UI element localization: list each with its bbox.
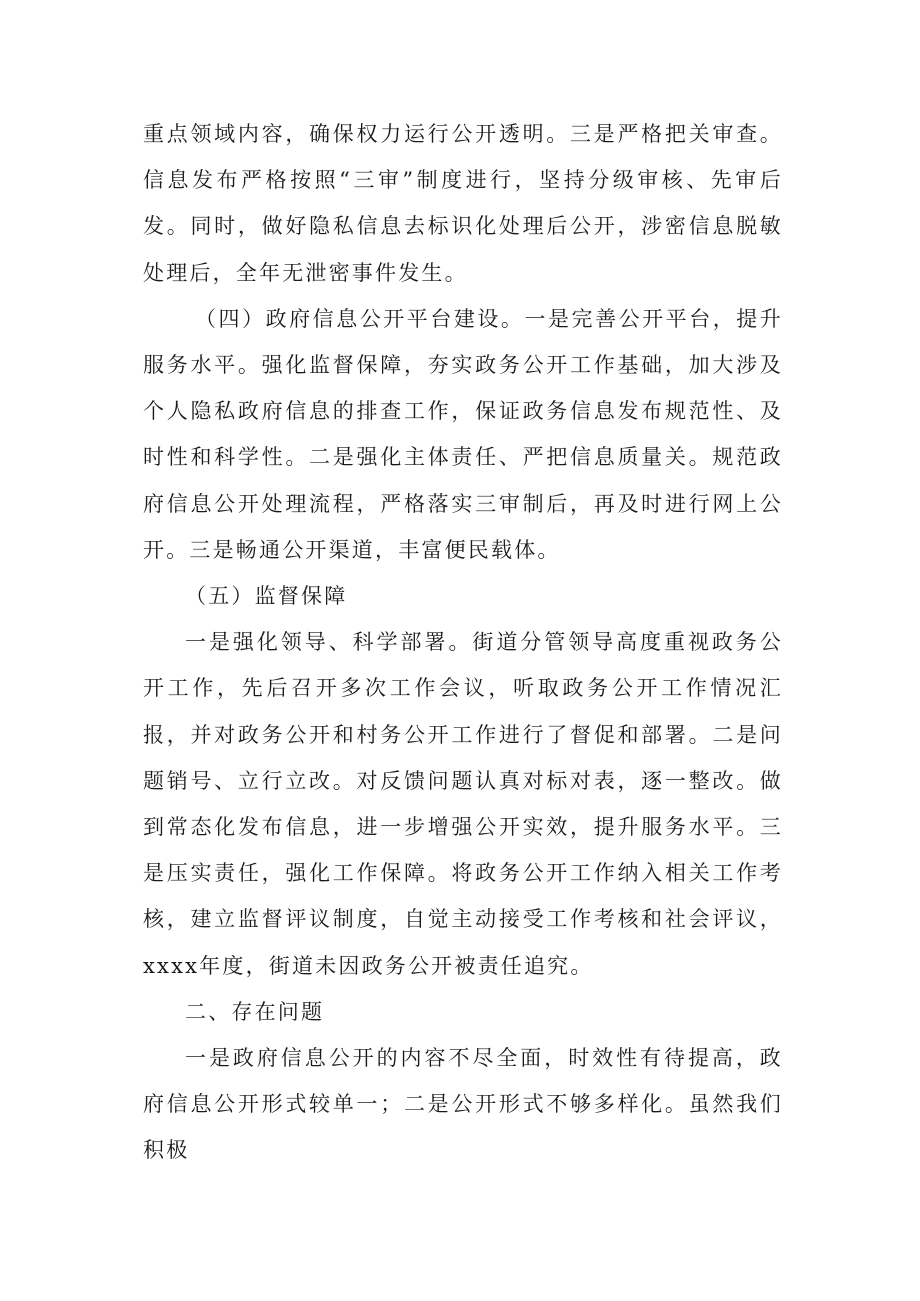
- paragraph-continuation: 重点领域内容，确保权力运行公开透明。三是严格把关审查。信息发布严格按照“三审”制度进行，坚持分级审核、先审后发。同时，做好隐私信息去标识化处理后公开，涉密信息脱敏处理后，全年无泄密事件发生。: [143, 122, 783, 285]
- document-body: [143, 111, 783, 1174]
- paragraph-supervision: 一是强化领导、科学部署。街道分管领导高度重视政务公开工作，先后召开多次工作会议，听取政务公开工作情况汇报，并对政务公开和村务公开工作进行了督促和部署。二是问题销号、立行立改。对反馈问题认真对标对表，逐一整改。做到常态化发布信息，进一步增强公开实效，提升服务水平。三是压实责任，强化工作保障。将政务公开工作纳入相关工作考核，建立监督评议制度，自觉主动接受工作考核和社会评议，xxxx年度，街道未因政务公开被责任追究。: [143, 630, 783, 978]
- paragraph-problems: 一是政府信息公开的内容不尽全面，时效性有待提高，政府信息公开形式较单一；二是公开形式不够多样化。虽然我们积极: [143, 1046, 783, 1163]
- paragraph-platform-construction: （四）政府信息公开平台建设。一是完善公开平台，提升服务水平。强化监督保障，夯实政务公开工作基础，加大涉及个人隐私政府信息的排查工作，保证政务信息发布规范性、及时性和科学性。二是强化主体责任、严把信息质量关。规范政府信息公开处理流程，严格落实三审制后，再及时进行网上公开。三是畅通公开渠道，丰富便民载体。: [143, 306, 783, 562]
- section-heading-supervision: （五）监督保障: [185, 584, 348, 609]
- section-heading-problems: 二、存在问题: [185, 999, 325, 1024]
